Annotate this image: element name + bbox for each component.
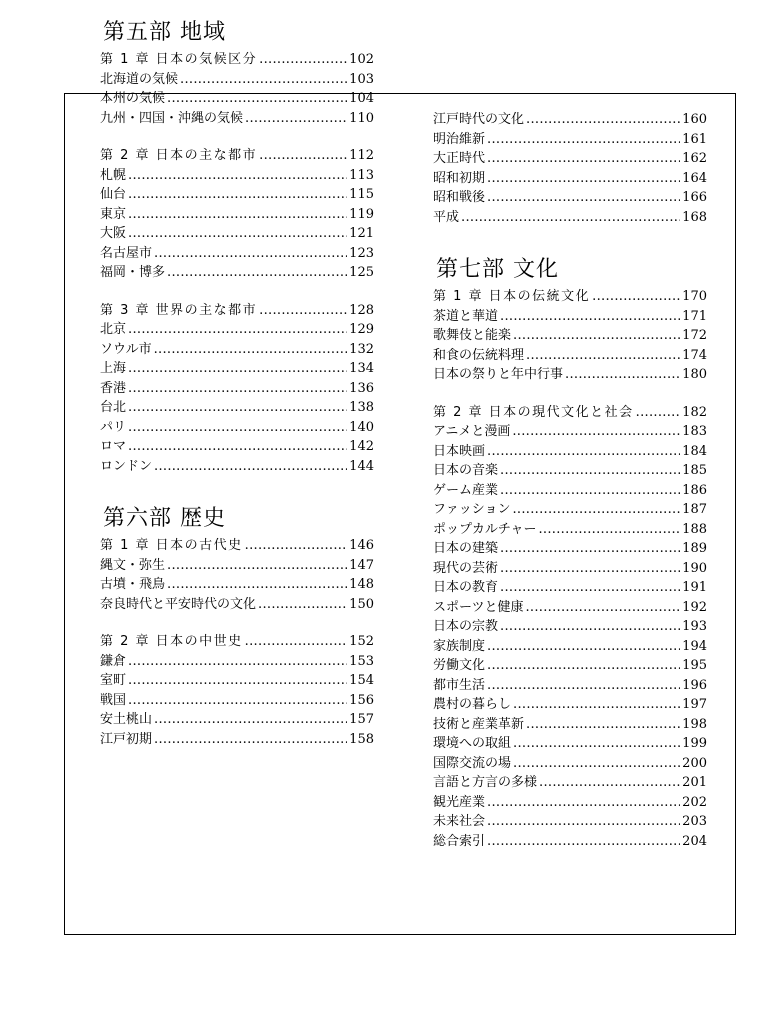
dot-leader bbox=[487, 149, 680, 169]
toc-entry-label: 歌舞伎と能楽 bbox=[433, 328, 512, 343]
toc-page-number: 102 bbox=[349, 52, 374, 67]
toc-entry-label: 縄文・弥生 bbox=[100, 557, 166, 573]
toc-page-number: 125 bbox=[349, 265, 374, 280]
toc-page-number: 174 bbox=[682, 347, 707, 363]
dot-leader bbox=[128, 418, 347, 438]
section-spacer bbox=[100, 614, 374, 632]
toc-entry-label: 第 1 章 日本の伝統文化 bbox=[433, 289, 591, 304]
dot-leader bbox=[487, 656, 680, 676]
toc-entry[interactable] bbox=[433, 442, 707, 462]
section-spacer bbox=[100, 476, 374, 504]
toc-page-number: 202 bbox=[682, 794, 707, 810]
section-spacer bbox=[100, 128, 374, 146]
dot-leader bbox=[167, 263, 347, 283]
toc-entry-label: 明治維新 bbox=[433, 131, 486, 147]
toc-page-number: 153 bbox=[349, 653, 374, 669]
toc-left-column bbox=[100, 18, 374, 749]
toc-entry[interactable] bbox=[433, 326, 707, 346]
toc-page-number: 189 bbox=[682, 541, 707, 556]
toc-entry-label: 第 2 章 日本の主な都市 bbox=[100, 148, 258, 163]
toc-page-number: 161 bbox=[682, 131, 707, 147]
dot-leader bbox=[487, 442, 680, 462]
toc-page-number: 140 bbox=[349, 419, 374, 435]
toc-entry-label: ファッション bbox=[433, 502, 511, 517]
toc-page-number: 119 bbox=[349, 206, 374, 222]
toc-page-number: 188 bbox=[682, 521, 707, 537]
dot-leader bbox=[592, 287, 680, 307]
toc-entry-label: ソウル市 bbox=[100, 341, 152, 357]
dot-leader bbox=[154, 244, 347, 264]
toc-page-number: 103 bbox=[349, 71, 374, 87]
toc-entry-label: 家族制度 bbox=[433, 638, 486, 654]
toc-page-number: 194 bbox=[682, 638, 707, 654]
dot-leader bbox=[167, 556, 347, 576]
toc-page-number: 170 bbox=[682, 289, 707, 304]
dot-leader bbox=[487, 130, 680, 150]
toc-page-number: 164 bbox=[682, 170, 707, 186]
toc-entry[interactable] bbox=[433, 637, 707, 657]
dot-leader bbox=[513, 326, 680, 346]
toc-entry-label: 第 1 章 日本の古代史 bbox=[100, 538, 243, 553]
toc-entry[interactable] bbox=[100, 437, 374, 457]
toc-chapter-entry[interactable] bbox=[433, 287, 707, 307]
section-spacer bbox=[100, 283, 374, 301]
dot-leader bbox=[487, 637, 680, 657]
dot-leader bbox=[128, 652, 347, 672]
toc-entry[interactable] bbox=[100, 320, 374, 340]
part-heading: 第五部 地域 bbox=[103, 20, 226, 45]
toc-entry[interactable] bbox=[433, 520, 707, 540]
dot-leader bbox=[259, 50, 347, 70]
dot-leader bbox=[128, 671, 347, 691]
dot-leader bbox=[513, 754, 680, 774]
toc-entry-label: 環境への取組 bbox=[433, 736, 512, 751]
dot-leader bbox=[245, 536, 348, 556]
toc-entry-label: アニメと漫画 bbox=[433, 424, 511, 439]
toc-entry-label: 古墳・飛鳥 bbox=[100, 577, 166, 592]
dot-leader bbox=[526, 110, 680, 130]
toc-entry[interactable] bbox=[100, 89, 374, 109]
dot-leader bbox=[565, 365, 680, 385]
toc-page-number: 113 bbox=[349, 167, 374, 183]
section-spacer bbox=[433, 227, 707, 255]
toc-entry-label: 大正時代 bbox=[433, 151, 486, 166]
dot-leader bbox=[500, 559, 680, 579]
toc-page-number: 147 bbox=[349, 557, 374, 573]
toc-entry-label: 札幌 bbox=[100, 167, 127, 183]
toc-page-number: 144 bbox=[349, 458, 374, 474]
toc-entry-label: 江戸時代の文化 bbox=[433, 112, 525, 127]
toc-page-number: 201 bbox=[682, 775, 707, 790]
toc-entry-label: 鎌倉 bbox=[100, 653, 127, 669]
toc-entry-label: 日本映画 bbox=[433, 443, 486, 459]
toc-entry[interactable] bbox=[100, 185, 374, 205]
toc-entry[interactable] bbox=[433, 559, 707, 579]
toc-entry[interactable] bbox=[100, 652, 374, 672]
toc-chapter-entry[interactable] bbox=[100, 146, 374, 166]
toc-page-number: 129 bbox=[349, 322, 374, 337]
toc-entry-label: 香港 bbox=[100, 380, 127, 396]
toc-page-number: 136 bbox=[349, 380, 374, 396]
toc-entry-label: 日本の建築 bbox=[433, 541, 499, 556]
toc-page-number: 199 bbox=[682, 736, 707, 751]
toc-entry[interactable] bbox=[433, 130, 707, 150]
toc-page-number: 186 bbox=[682, 482, 707, 498]
toc-entry-label: ロマ bbox=[100, 439, 127, 454]
toc-entry[interactable] bbox=[433, 695, 707, 715]
toc-entry-label: 昭和戦後 bbox=[433, 190, 486, 205]
toc-entry-label: 都市生活 bbox=[433, 677, 486, 693]
dot-leader bbox=[512, 422, 680, 442]
toc-entry[interactable] bbox=[100, 671, 374, 691]
toc-entry-label: 仙台 bbox=[100, 187, 127, 202]
toc-entry-label: 北京 bbox=[100, 322, 127, 337]
dot-leader bbox=[128, 379, 347, 399]
toc-entry-label: 観光産業 bbox=[433, 794, 486, 810]
dot-leader bbox=[180, 70, 347, 90]
toc-page-number: 183 bbox=[682, 424, 707, 439]
dot-leader bbox=[513, 734, 680, 754]
toc-entry[interactable] bbox=[433, 307, 707, 327]
dot-leader bbox=[245, 109, 347, 129]
toc-entry-label: 平成 bbox=[433, 209, 460, 225]
toc-entry[interactable] bbox=[100, 166, 374, 186]
toc-page-number: 162 bbox=[682, 151, 707, 166]
toc-page-number: 121 bbox=[349, 226, 374, 241]
dot-leader bbox=[500, 307, 680, 327]
toc-entry-label: 第 3 章 世界の主な都市 bbox=[100, 302, 258, 318]
dot-leader bbox=[128, 320, 347, 340]
toc-entry-label: 未来社会 bbox=[433, 814, 486, 829]
toc-entry[interactable] bbox=[100, 556, 374, 576]
toc-page-number: 203 bbox=[682, 814, 707, 829]
toc-entry-label: 上海 bbox=[100, 361, 127, 376]
toc-page-number: 191 bbox=[682, 580, 707, 595]
toc-entry[interactable] bbox=[100, 379, 374, 399]
toc-right-column bbox=[433, 110, 707, 851]
toc-entry-label: ゲーム産業 bbox=[433, 482, 499, 498]
toc-entry-label: 茶道と華道 bbox=[433, 308, 499, 324]
toc-entry-label: 日本の教育 bbox=[433, 580, 499, 595]
toc-page-number: 156 bbox=[349, 692, 374, 708]
toc-page-number: 190 bbox=[682, 560, 707, 576]
toc-chapter-entry[interactable] bbox=[433, 403, 707, 423]
dot-leader bbox=[167, 575, 347, 595]
toc-entry[interactable] bbox=[433, 598, 707, 618]
toc-page-number: 115 bbox=[349, 187, 374, 202]
dot-leader bbox=[487, 793, 680, 813]
toc-page-number: 158 bbox=[349, 731, 374, 747]
toc-entry[interactable] bbox=[433, 715, 707, 735]
dot-leader bbox=[258, 595, 347, 615]
toc-entry[interactable] bbox=[433, 656, 707, 676]
toc-entry-label: 九州・四国・沖縄の気候 bbox=[100, 110, 244, 126]
toc-entry-label: パリ bbox=[100, 419, 127, 435]
toc-page-number: 132 bbox=[349, 341, 374, 357]
toc-entry-label: 奈良時代と平安時代の文化 bbox=[100, 596, 257, 612]
toc-entry-label: 北海道の気候 bbox=[100, 71, 179, 87]
toc-page-number: 104 bbox=[349, 91, 374, 106]
toc-entry[interactable] bbox=[100, 244, 374, 264]
toc-page-number: 185 bbox=[682, 463, 707, 478]
toc-page-number: 112 bbox=[349, 148, 374, 163]
toc-chapter-entry[interactable] bbox=[100, 50, 374, 70]
dot-leader bbox=[259, 301, 347, 321]
toc-entry-label: 福岡・博多 bbox=[100, 265, 166, 280]
toc-entry[interactable] bbox=[433, 208, 707, 228]
dot-leader bbox=[539, 773, 680, 793]
toc-page-number: 152 bbox=[349, 634, 374, 649]
dot-leader bbox=[500, 539, 680, 559]
dot-leader bbox=[128, 398, 347, 418]
toc-entry[interactable] bbox=[433, 773, 707, 793]
dot-leader bbox=[154, 340, 348, 360]
toc-entry-label: 本州の気候 bbox=[100, 91, 166, 106]
toc-page-number: 110 bbox=[349, 110, 374, 126]
toc-page-number: 195 bbox=[682, 658, 707, 673]
toc-entry[interactable] bbox=[100, 340, 374, 360]
toc-entry[interactable] bbox=[100, 710, 374, 730]
toc-entry-label: 第 2 章 日本の中世史 bbox=[100, 634, 243, 649]
dot-leader bbox=[513, 695, 680, 715]
dot-leader bbox=[154, 457, 347, 477]
dot-leader bbox=[461, 208, 680, 228]
dot-leader bbox=[538, 520, 680, 540]
part-heading: 第七部 文化 bbox=[436, 257, 559, 282]
dot-leader bbox=[128, 359, 347, 379]
toc-page-number: 172 bbox=[682, 328, 707, 343]
dot-leader bbox=[128, 691, 347, 711]
toc-page-number: 142 bbox=[349, 439, 374, 454]
toc-entry[interactable] bbox=[433, 832, 707, 852]
toc-entry-label: 現代の芸術 bbox=[433, 560, 499, 576]
toc-entry[interactable] bbox=[433, 149, 707, 169]
dot-leader bbox=[154, 710, 347, 730]
toc-entry[interactable] bbox=[433, 676, 707, 696]
toc-page-number: 160 bbox=[682, 112, 707, 127]
dot-leader bbox=[636, 403, 681, 423]
toc-page-number: 200 bbox=[682, 755, 707, 771]
dot-leader bbox=[512, 500, 680, 520]
dot-leader bbox=[128, 437, 347, 457]
toc-page-number: 182 bbox=[682, 404, 707, 420]
toc-page-number: 180 bbox=[682, 367, 707, 382]
toc-entry[interactable] bbox=[433, 346, 707, 366]
toc-entry-label: 室町 bbox=[100, 673, 127, 688]
toc-entry-label: 昭和初期 bbox=[433, 170, 486, 186]
toc-entry-label: 技術と産業革新 bbox=[433, 716, 525, 732]
toc-entry[interactable] bbox=[433, 539, 707, 559]
toc-page-number: 204 bbox=[682, 833, 707, 849]
toc-entry-label: 日本の祭りと年中行事 bbox=[433, 367, 564, 382]
toc-entry[interactable] bbox=[433, 793, 707, 813]
toc-entry[interactable] bbox=[433, 578, 707, 598]
toc-entry[interactable] bbox=[433, 617, 707, 637]
toc-entry-label: 東京 bbox=[100, 206, 127, 222]
dot-leader bbox=[500, 481, 680, 501]
toc-entry-label: 第 1 章 日本の気候区分 bbox=[100, 52, 258, 67]
toc-page-number: 123 bbox=[349, 245, 374, 261]
toc-entry-label: 総合索引 bbox=[433, 833, 486, 849]
toc-page-number: 148 bbox=[349, 577, 374, 592]
toc-entry[interactable] bbox=[433, 188, 707, 208]
toc-entry[interactable] bbox=[433, 461, 707, 481]
toc-page-number: 198 bbox=[682, 716, 707, 732]
toc-chapter-entry[interactable] bbox=[100, 632, 374, 652]
dot-leader bbox=[500, 578, 680, 598]
toc-entry[interactable] bbox=[433, 812, 707, 832]
toc-entry[interactable] bbox=[100, 70, 374, 90]
section-spacer bbox=[433, 385, 707, 403]
toc-entry[interactable] bbox=[433, 169, 707, 189]
toc-page-number: 128 bbox=[349, 302, 374, 318]
toc-entry-label: 名古屋市 bbox=[100, 245, 153, 261]
toc-page-number: 184 bbox=[682, 443, 707, 459]
dot-leader bbox=[128, 224, 347, 244]
toc-page-number: 171 bbox=[682, 308, 707, 324]
toc-entry[interactable] bbox=[433, 365, 707, 385]
toc-entry-label: 和食の伝統料理 bbox=[433, 347, 525, 363]
toc-entry-label: 安土桃山 bbox=[100, 712, 153, 727]
toc-entry-label: 農村の暮らし bbox=[433, 697, 512, 712]
toc-entry[interactable] bbox=[100, 263, 374, 283]
toc-entry[interactable] bbox=[100, 398, 374, 418]
dot-leader bbox=[128, 205, 347, 225]
toc-page-number: 187 bbox=[682, 502, 707, 517]
dot-leader bbox=[487, 188, 680, 208]
toc-entry-label: 労働文化 bbox=[433, 658, 486, 673]
dot-leader bbox=[128, 166, 347, 186]
toc-entry[interactable] bbox=[433, 110, 707, 130]
toc-page-number: 197 bbox=[682, 697, 707, 712]
toc-entry[interactable] bbox=[100, 691, 374, 711]
toc-entry[interactable] bbox=[100, 205, 374, 225]
dot-leader bbox=[259, 146, 347, 166]
toc-chapter-entry[interactable] bbox=[100, 301, 374, 321]
toc-page-number: 192 bbox=[682, 599, 707, 615]
toc-entry[interactable] bbox=[100, 224, 374, 244]
toc-page-number: 193 bbox=[682, 619, 707, 634]
dot-leader bbox=[128, 185, 347, 205]
toc-entry-label: 言語と方言の多様 bbox=[433, 775, 538, 790]
toc-entry-label: 大阪 bbox=[100, 226, 127, 241]
toc-entry-label: 江戸初期 bbox=[100, 731, 153, 747]
dot-leader bbox=[526, 346, 680, 366]
toc-entry-label: ポップカルチャー bbox=[433, 521, 537, 537]
part-heading: 第六部 歴史 bbox=[103, 506, 226, 531]
toc-entry-label: 戦国 bbox=[100, 692, 127, 708]
dot-leader bbox=[487, 812, 680, 832]
dot-leader bbox=[245, 632, 348, 652]
dot-leader bbox=[500, 461, 680, 481]
toc-page-number: 168 bbox=[682, 209, 707, 225]
dot-leader bbox=[487, 676, 680, 696]
toc-page-number: 166 bbox=[682, 190, 707, 205]
toc-entry[interactable] bbox=[100, 575, 374, 595]
toc-entry-label: 国際交流の場 bbox=[433, 755, 512, 771]
toc-page-number: 150 bbox=[349, 596, 374, 612]
toc-entry[interactable] bbox=[433, 754, 707, 774]
toc-entry[interactable] bbox=[100, 457, 374, 477]
dot-leader bbox=[500, 617, 680, 637]
toc-chapter-entry[interactable] bbox=[100, 536, 374, 556]
toc-entry-label: 第 2 章 日本の現代文化と社会 bbox=[433, 404, 634, 420]
toc-entry-label: ロンドン bbox=[100, 458, 153, 474]
toc-entry[interactable] bbox=[100, 109, 374, 129]
toc-page-number: 134 bbox=[349, 361, 374, 376]
toc-entry[interactable] bbox=[433, 734, 707, 754]
toc-entry-label: 日本の音楽 bbox=[433, 463, 499, 478]
toc-page-number: 154 bbox=[349, 673, 374, 688]
dot-leader bbox=[154, 730, 347, 750]
toc-entry-label: 日本の宗教 bbox=[433, 619, 499, 634]
toc-entry[interactable] bbox=[100, 359, 374, 379]
toc-entry[interactable] bbox=[100, 418, 374, 438]
toc-entry-label: 台北 bbox=[100, 400, 127, 415]
toc-page-number: 146 bbox=[349, 538, 374, 553]
dot-leader bbox=[525, 598, 680, 618]
dot-leader bbox=[487, 169, 680, 189]
toc-entry[interactable] bbox=[100, 595, 374, 615]
toc-entry[interactable] bbox=[100, 730, 374, 750]
toc-page-number: 138 bbox=[349, 400, 374, 415]
toc-entry[interactable] bbox=[433, 481, 707, 501]
dot-leader bbox=[526, 715, 680, 735]
toc-entry[interactable] bbox=[433, 422, 707, 442]
toc-entry-label: スポーツと健康 bbox=[433, 599, 524, 615]
toc-page-number: 196 bbox=[682, 677, 707, 693]
dot-leader bbox=[167, 89, 347, 109]
dot-leader bbox=[487, 832, 680, 852]
toc-page-number: 157 bbox=[349, 712, 374, 727]
toc-entry[interactable] bbox=[433, 500, 707, 520]
